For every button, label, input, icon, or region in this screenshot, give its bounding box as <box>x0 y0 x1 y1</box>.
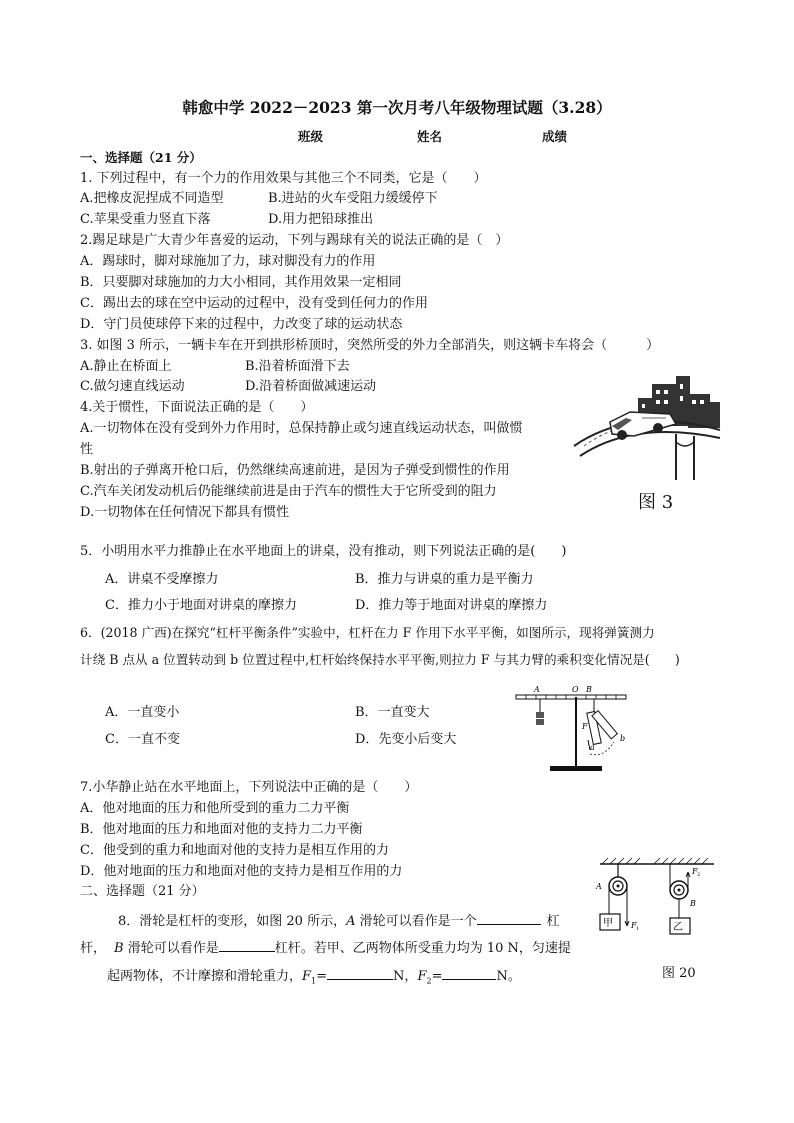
q8-text-part6: 杠杆。若甲、乙两物体所受重力均为 10 N，匀速提 <box>274 941 571 956</box>
q6-option-b: B．一直变大 <box>355 705 430 720</box>
q8-text-part4: 杆， <box>80 941 107 956</box>
lever-label-f: F <box>582 722 588 731</box>
q2-option-a: A．踢球时，脚对球施加了力，球对脚没有力的作用 <box>80 254 376 269</box>
q7-stem: 7.小华静止站在水平地面上，下列说法中正确的是（ ） <box>80 780 418 795</box>
class-label: 班级 <box>298 129 324 144</box>
q1-option-a: A.把橡皮泥捏成不同造型 <box>80 191 224 206</box>
q8-text-f1: F <box>302 969 312 984</box>
page-title: 韩愈中学 2022－2023 第一次月考八年级物理试题（3.28） <box>182 98 612 117</box>
lever-figure <box>510 684 634 772</box>
force-label-f2: F <box>692 867 698 876</box>
figure-3-truck-bridge <box>572 376 722 480</box>
q3-option-b: B.沿着桥面滑下去 <box>245 359 350 374</box>
lever-label-o: O <box>572 685 579 694</box>
q3-option-a: A.静止在桥面上 <box>80 359 172 374</box>
q8-text-pulley-a: A <box>346 914 356 929</box>
fixed-pulley-icon <box>609 877 627 895</box>
force-label-f1-sub: 1 <box>636 926 640 932</box>
q6-option-d: D．先变小后变大 <box>355 732 457 747</box>
q3-option-c: C.做匀速直线运动 <box>80 379 185 394</box>
pulley-label-a: A <box>596 882 602 891</box>
q5-option-a: A．讲桌不受摩擦力 <box>105 572 219 587</box>
q7-option-c: C．他受到的重力和地面对他的支持力是相互作用的力 <box>80 843 389 858</box>
movable-pulley-icon <box>670 881 688 899</box>
q4-stem: 4.关于惯性，下面说法正确的是（ ） <box>80 400 314 415</box>
q8-line3 <box>107 967 521 986</box>
q6-stem-line1: 6．(2018 广西)在探究“杠杆平衡条件”实验中，杠杆在力 F 作用下水平平衡，如图所示，现将弹簧测力 <box>80 625 655 640</box>
q8-text-part3: 杠 <box>546 914 560 929</box>
spring-scale-icon <box>587 699 618 744</box>
q8-text-f1-sub: 1 <box>311 976 317 986</box>
figure-20-pulleys <box>592 856 722 948</box>
q4-option-a-line2: 性 <box>80 442 94 457</box>
q8-text-pulley-b: B <box>114 941 124 956</box>
q1-option-d: D.用力把铅球推出 <box>268 212 374 227</box>
q8-blank-2[interactable] <box>219 939 275 952</box>
q8-text-part8: = <box>316 969 328 984</box>
q1-stem: 1. 下列过程中，有一个力的作用效果与其他三个不同类，它是（ ） <box>80 171 487 186</box>
q2-option-c: C．踢出去的球在空中运动的过程中，没有受到任何力的作用 <box>80 296 428 311</box>
pulley-label-b: B <box>690 899 696 908</box>
q8-text-part5: 滑轮可以看作是 <box>123 941 219 956</box>
q1-option-b: B.进站的火车受阻力缓缓停下 <box>268 191 438 206</box>
q8-text-f2: F <box>417 969 427 984</box>
section-2-heading: 二、选择题（21 分） <box>80 884 205 899</box>
q8-blank-f1[interactable] <box>327 967 393 980</box>
q8-text-part11: N。 <box>496 969 521 984</box>
q2-stem: 2.踢足球是广大青少年喜爱的运动，下列与踢球有关的说法正确的是（ ） <box>80 233 509 248</box>
q6-option-c: C．一直不变 <box>105 732 180 747</box>
q7-option-a: A．他对地面的压力和他所受到的重力二力平衡 <box>80 801 350 816</box>
q3-option-d: D.沿着桥面做减速运动 <box>245 379 377 394</box>
q8-text-part10: = <box>431 969 443 984</box>
q2-option-d: D．守门员使球停下来的过程中，力改变了球的运动状态 <box>80 317 403 332</box>
figure-3-caption: 图 3 <box>638 492 674 513</box>
q8-line1 <box>118 912 560 928</box>
lever-label-a-point: A <box>534 685 540 694</box>
q5-option-c: C．推力小于地面对讲桌的摩擦力 <box>105 598 297 613</box>
lever-label-a-position: a <box>590 743 595 752</box>
object-label-yi: 乙 <box>673 922 683 933</box>
q8-text-part2: 滑轮可以看作是一个 <box>355 914 477 929</box>
q8-text-part7: 起两物体，不计摩擦和滑轮重力， <box>107 969 303 984</box>
q3-stem: 3. 如图 3 所示，一辆卡车在开到拱形桥顶时，突然所受的外力全部消失，则这辆卡车将会（ ） <box>80 338 660 353</box>
q8-text-f2-sub: 2 <box>426 976 432 986</box>
q8-text-part1: 8．滑轮是杠杆的变形，如图 20 所示， <box>118 914 347 929</box>
lever-label-b-point: B <box>586 685 592 694</box>
q8-line2 <box>80 939 571 955</box>
name-label: 姓名 <box>417 129 443 144</box>
section-1-heading: 一、选择题（21 分） <box>80 150 202 165</box>
q5-option-d: D．推力等于地面对讲桌的摩擦力 <box>355 598 548 613</box>
force-label-f1: F <box>631 921 637 930</box>
q7-option-d: D．他对地面的压力和地面对他的支持力是相互作用的力 <box>80 864 403 879</box>
force-label-f2-sub: 2 <box>697 872 701 878</box>
q8-text-part9: N， <box>393 969 418 984</box>
q6-option-a: A．一直变小 <box>105 705 180 720</box>
q8-blank-1[interactable] <box>477 912 541 925</box>
q4-option-b: B.射出的子弹离开枪口后，仍然继续高速前进，是因为子弹受到惯性的作用 <box>80 463 510 478</box>
q4-option-d: D.一切物体在任何情况下都具有惯性 <box>80 505 290 520</box>
q4-option-a-line1: A.一切物体在没有受到外力作用时，总保持静止或匀速直线运动状态，叫做惯 <box>80 421 523 436</box>
score-label: 成绩 <box>542 129 568 144</box>
q2-option-b: B．只要脚对球施加的力大小相同，其作用效果一定相同 <box>80 275 402 290</box>
q5-option-b: B．推力与讲桌的重力是平衡力 <box>355 572 534 587</box>
q6-stem-line2: 计绕 B 点从 a 位置转动到 b 位置过程中,杠杆始终保持水平平衡,则拉力 F 与其力臂的乘积变化情况是( ) <box>80 652 680 667</box>
figure-20-caption: 图 20 <box>662 966 696 981</box>
q1-option-c: C.苹果受重力竖直下落 <box>80 212 211 227</box>
truck-icon <box>610 412 676 440</box>
q4-option-c: C.汽车关闭发动机后仍能继续前进是由于汽车的惯性大于它所受到的阻力 <box>80 484 497 499</box>
object-label-jia: 甲 <box>603 918 613 929</box>
q7-option-b: B．他对地面的压力和地面对他的支持力二力平衡 <box>80 822 363 837</box>
q5-stem: 5．小明用水平力推静止在水平地面上的讲桌，没有推动，则下列说法正确的是( ) <box>80 544 567 559</box>
q8-blank-f2[interactable] <box>442 967 496 980</box>
lever-label-b-position: b <box>620 734 626 743</box>
